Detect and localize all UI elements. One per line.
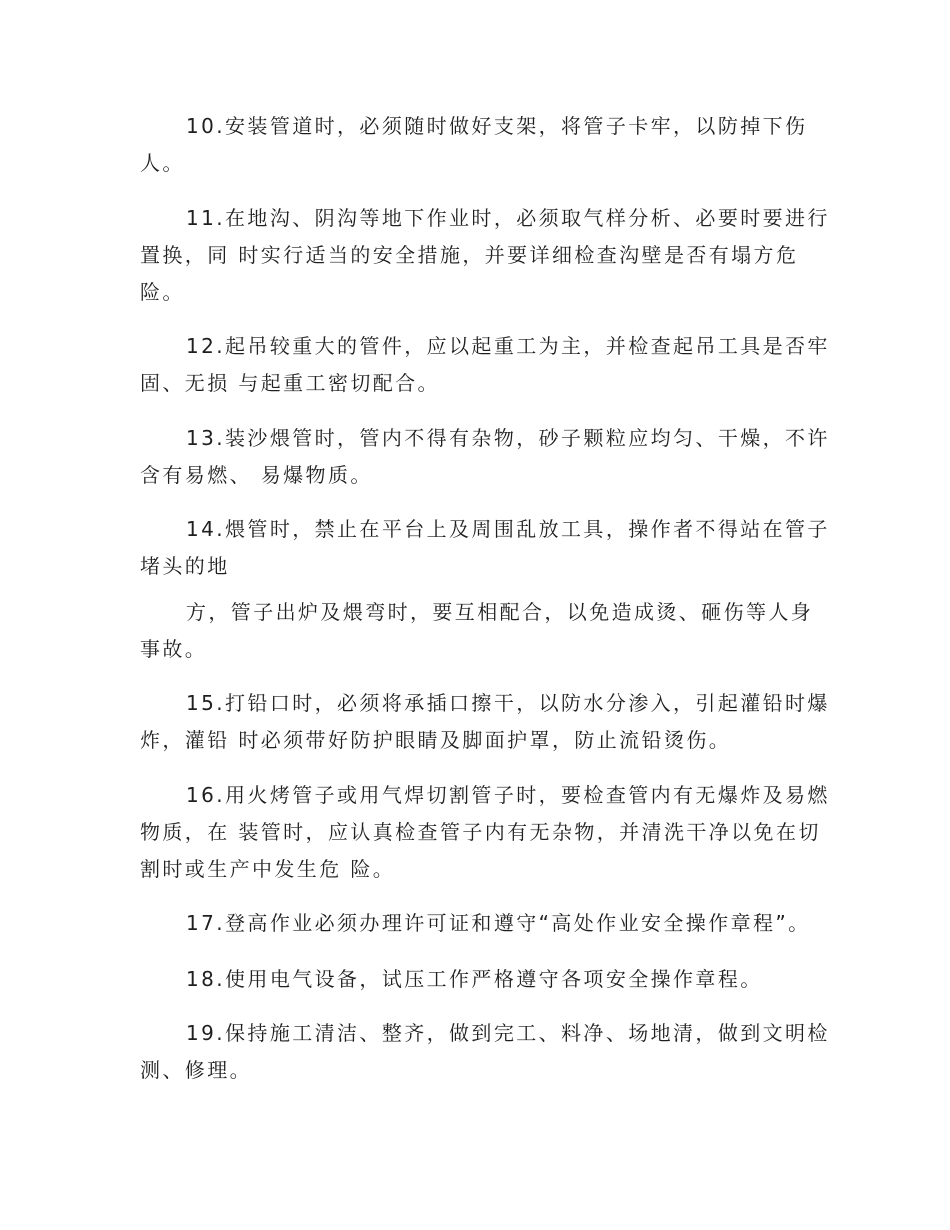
paragraph-13-line-1 [0,424,950,452]
paragraph-11-line-3 [0,278,950,306]
paragraph-19-line-2 [0,1056,950,1084]
paragraph-text: 用火烤管子或用气焊切割管子时，要检查管内有无爆炸及易燃 [225,783,830,807]
paragraph-text: 起吊较重大的管件，应以起重工为主，并检查起吊工具是否牢 [225,334,830,358]
paragraph-text: 置换，同 时实行适当的安全措施，并要详细检查沟壁是否有塌方危 [140,243,799,267]
paragraph-16-line-3 [0,855,950,883]
paragraph-18-line-1 [0,965,950,993]
paragraph-16-line-2 [0,818,950,846]
paragraph-15-line-1 [0,689,950,717]
paragraph-19-line-1 [0,1019,950,1047]
paragraph-number: 19. [186,1021,226,1045]
paragraph-text: 煨管时，禁止在平台上及周围乱放工具，操作者不得站在管子 [225,517,830,541]
paragraph-text: 事故。 [140,637,208,661]
paragraph-number: 15. [186,691,226,715]
paragraph-number: 14. [186,517,226,541]
paragraph-number: 10. [186,114,226,138]
paragraph-14b-line-1 [0,598,950,626]
paragraph-14-line-1 [0,515,950,543]
paragraph-text: 炸，灌铅 时必须带好防护眼睛及脚面护罩，防止流铅烫伤。 [140,728,732,752]
paragraph-text: 打铅口时，必须将承插口擦干，以防水分渗入，引起灌铅时爆 [225,691,830,715]
paragraph-text: 堵头的地 [140,554,230,578]
paragraph-text: 安装管道时，必须随时做好支架，将管子卡牢，以防掉下伤 [225,114,808,138]
paragraph-number: 18. [186,967,226,991]
paragraph-text: 在地沟、阴沟等地下作业时，必须取气样分析、必要时要进行 [225,206,830,230]
paragraph-text: 物质，在 装管时，应认真检查管子内有无杂物，并清洗干净以免在切 [140,820,821,844]
paragraph-12-line-2 [0,369,950,397]
paragraph-14b-line-2 [0,635,950,663]
paragraph-text: 固、无损 与起重工密切配合。 [140,371,440,395]
paragraph-15-line-2 [0,726,950,754]
paragraph-14-line-2 [0,552,950,580]
paragraph-text: 保持施工清洁、整齐，做到完工、料净、场地清，做到文明检 [225,1021,830,1045]
paragraph-text: 测、修理。 [140,1058,252,1082]
paragraph-10-line-2 [0,149,950,177]
paragraph-16-line-1 [0,781,950,809]
paragraph-12-line-1 [0,332,950,360]
paragraph-text: 登高作业必须办理许可证和遵守“高处作业安全操作章程”。 [225,911,811,935]
paragraph-text: 险。 [140,280,185,304]
paragraph-number: 17. [186,911,226,935]
paragraph-13-line-2 [0,461,950,489]
paragraph-text: 方，管子出炉及煨弯时，要互相配合，以免造成烫、砸伤等人身 [186,600,814,624]
paragraph-number: 13. [186,426,226,450]
paragraph-text: 人。 [140,151,185,175]
paragraph-text: 使用电气设备，试压工作严格遵守各项安全操作章程。 [225,967,763,991]
paragraph-11-line-2 [0,241,950,269]
paragraph-text: 割时或生产中发生危 险。 [140,857,396,881]
paragraph-17-line-1 [0,909,950,937]
paragraph-number: 12. [186,334,226,358]
paragraph-number: 11. [186,206,226,230]
paragraph-text: 装沙煨管时，管内不得有杂物，砂子颗粒应均匀、干燥，不许 [225,426,830,450]
paragraph-number: 16. [186,783,226,807]
paragraph-10-line-1 [0,112,950,140]
paragraph-text: 含有易燃、 易爆物质。 [140,463,373,487]
paragraph-11-line-1 [0,204,950,232]
